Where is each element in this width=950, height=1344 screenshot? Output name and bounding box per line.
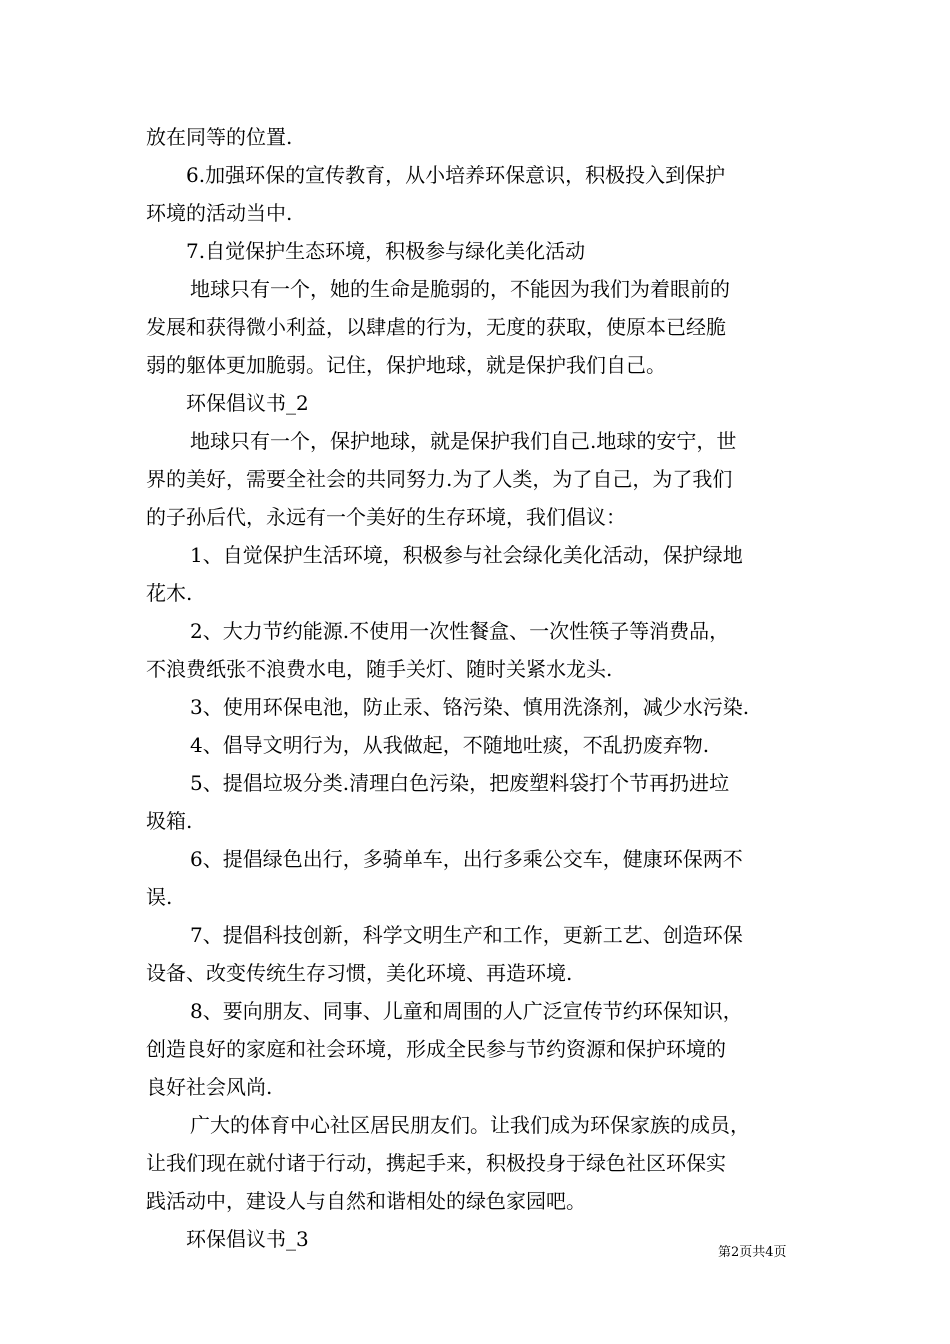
list-item: 8、要向朋友、同事、儿童和周围的人广泛宣传节约环保知识， [190, 999, 743, 1023]
text-line: 误. [146, 885, 173, 909]
text-line: 践活动中，建设人与自然和谐相处的绿色家园吧。 [146, 1189, 586, 1213]
text-line: 弱的躯体更加脆弱。记住，保护地球，就是保护我们自己。 [146, 353, 666, 377]
text-line: 的子孙后代，永远有一个美好的生存环境，我们倡议： [146, 505, 626, 529]
list-item: 4、倡导文明行为，从我做起，不随地吐痰，不乱扔废弃物. [190, 733, 710, 757]
list-item: 2、大力节约能源.不使用一次性餐盒、一次性筷子等消费品， [190, 619, 730, 643]
section-heading: 环保倡议书_2 [186, 391, 309, 415]
text-line: 放在同等的位置. [146, 125, 293, 149]
paragraph-line: 地球只有一个，她的生命是脆弱的，不能因为我们为着眼前的 [190, 277, 730, 301]
text-line: 环境的活动当中. [146, 201, 293, 225]
text-line: 不浪费纸张不浪费水电，随手关灯、随时关紧水龙头. [146, 657, 613, 681]
text-line: 创造良好的家庭和社会环境，形成全民参与节约资源和保护环境的 [146, 1037, 726, 1061]
list-item: 5、提倡垃圾分类.清理白色污染，把废塑料袋打个节再扔进垃 [190, 771, 730, 795]
text-line: 花木. [146, 581, 193, 605]
list-item: 6、提倡绿色出行，多骑单车，出行多乘公交车，健康环保两不 [190, 847, 743, 871]
text-line: 圾箱. [146, 809, 193, 833]
text-line: 让我们现在就付诸于行动，携起手来，积极投身于绿色社区环保实 [146, 1151, 726, 1175]
paragraph-line: 广大的体育中心社区居民朋友们。让我们成为环保家族的成员， [190, 1113, 750, 1137]
section-heading: 环保倡议书_3 [186, 1227, 309, 1251]
text-line: 界的美好，需要全社会的共同努力.为了人类，为了自己，为了我们 [146, 467, 733, 491]
list-item: 7.自觉保护生态环境，积极参与绿化美化活动 [186, 239, 586, 263]
paragraph-line: 地球只有一个，保护地球，就是保护我们自己.地球的安宁，世 [190, 429, 737, 453]
list-item: 6.加强环保的宣传教育，从小培养环保意识，积极投入到保护 [186, 163, 726, 187]
page-number-footer: 第2页共4页 [718, 1245, 787, 1260]
list-item: 3、使用环保电池，防止汞、铬污染、慎用洗涤剂，减少水污染. [190, 695, 750, 719]
document-body [146, 118, 810, 1258]
text-line: 良好社会风尚. [146, 1075, 273, 1099]
list-item: 1、自觉保护生活环境，积极参与社会绿化美化活动，保护绿地 [190, 543, 743, 567]
list-item: 7、提倡科技创新，科学文明生产和工作，更新工艺、创造环保 [190, 923, 743, 947]
text-line: 设备、改变传统生存习惯，美化环境、再造环境. [146, 961, 573, 985]
text-line: 发展和获得微小利益，以肆虐的行为，无度的获取，使原本已经脆 [146, 315, 726, 339]
